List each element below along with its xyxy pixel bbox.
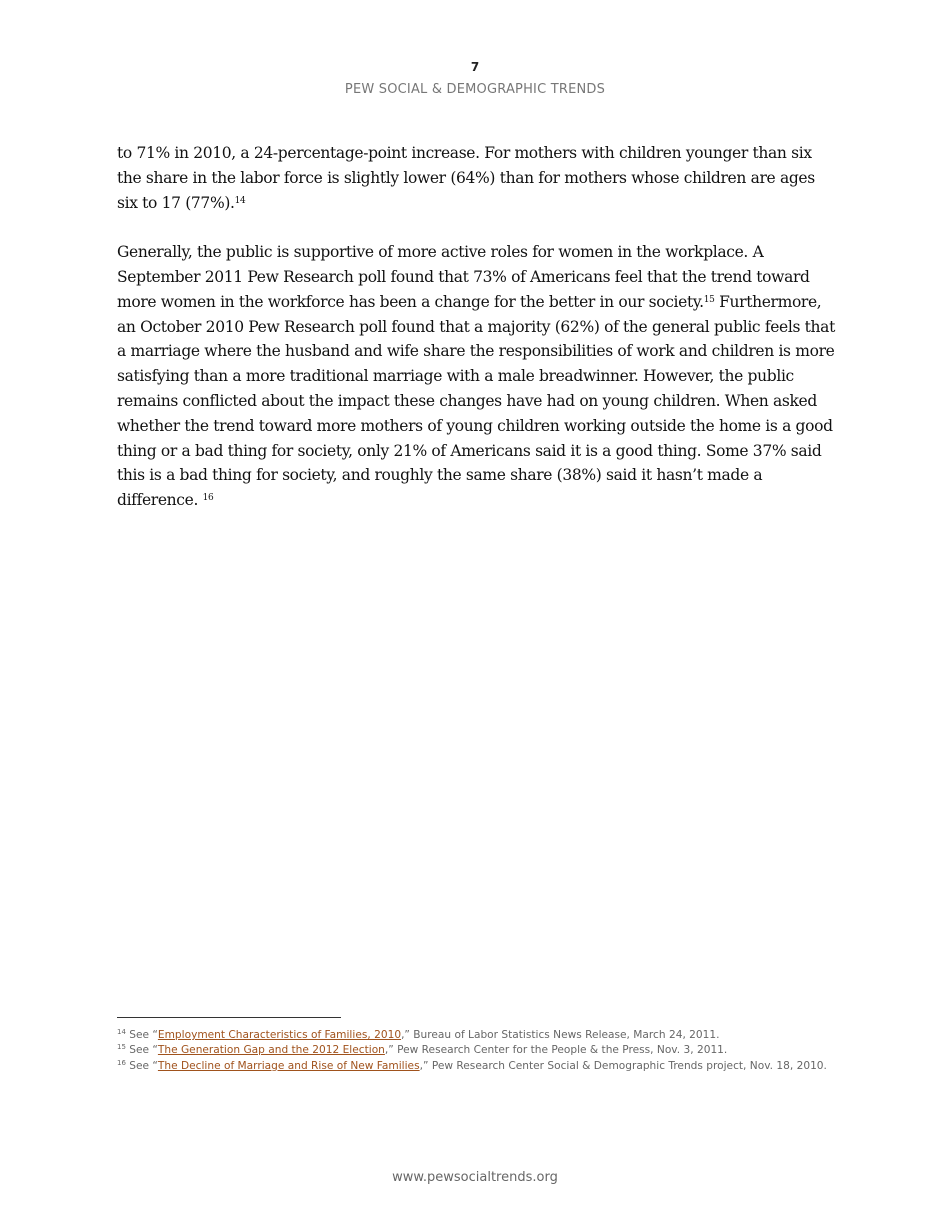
footnotes — [117, 1028, 837, 1074]
footnote-ref-16[interactable]: 16 — [202, 493, 214, 504]
footnote-number: 14 — [117, 1028, 126, 1036]
footer-url[interactable]: www.pewsocialtrends.org — [392, 1170, 558, 1185]
footnote-number: 16 — [117, 1058, 126, 1067]
footnote-15 — [117, 1043, 837, 1058]
footnote-suffix: ,” Pew Research Center Social & Demographic Trends project, Nov. 18, 2010. — [419, 1059, 827, 1072]
footnote-suffix: ,” Pew Research Center for the People & the Press, Nov. 3, 2011. — [384, 1044, 728, 1057]
footnote-14 — [117, 1028, 837, 1043]
paragraph-2-text-b: Furthermore, an October 2010 Pew Research poll found that a majority (62%) of the general public feels that a marriage where the husband and wife share the responsibilities of work and children is more satisfying than a more traditional marriage with a male breadwinner. However, the public remains conflicted about the impact these changes have had on young children. When asked whether the trend toward more mothers of young children working outside the home is a good thing or a bad thing for society, only 21% of Americans said it is a good thing. Some 37% said this is a bad thing for society, and roughly the same share (38%) said it hasn’t made a difference. — [117, 292, 835, 510]
paragraph-2 — [117, 240, 839, 513]
paragraph-2-text-a: Generally, the public is supportive of more active roles for women in the workplace. A September 2011 Pew Research poll found that 73% of Americans feel that the trend toward more women in the workforce has been a change for the better in our society. — [117, 243, 810, 311]
footnote-prefix: See “ — [125, 1059, 158, 1072]
page-number: 7 — [470, 60, 480, 74]
running-header: PEW SOCIAL & DEMOGRAPHIC TRENDS — [344, 82, 606, 97]
footnote-suffix: ,” Bureau of Labor Statistics News Release, March 24, 2011. — [401, 1029, 720, 1041]
footnote-ref-15[interactable]: 15 — [703, 294, 715, 305]
footnote-number: 15 — [117, 1043, 126, 1052]
footnote-divider — [117, 1017, 341, 1018]
footnote-ref-14[interactable]: 14 — [234, 195, 246, 206]
footnote-prefix: See “ — [125, 1029, 158, 1041]
footnote-link[interactable]: The Generation Gap and the 2012 Election — [157, 1044, 385, 1057]
footnote-prefix: See “ — [125, 1044, 158, 1057]
footnote-16 — [117, 1059, 837, 1074]
paragraph-1 — [117, 141, 839, 215]
footnote-link[interactable]: Employment Characteristics of Families, 2010 — [157, 1029, 402, 1041]
body-text — [117, 141, 839, 538]
paragraph-1-text: to 71% in 2010, a 24-percentage-point increase. For mothers with children younger than six the share in the labor force is slightly lower (64%) than for mothers whose children are ages six to 17 (77%). — [117, 144, 815, 212]
footnote-link[interactable]: The Decline of Marriage and Rise of New Families — [157, 1059, 420, 1072]
